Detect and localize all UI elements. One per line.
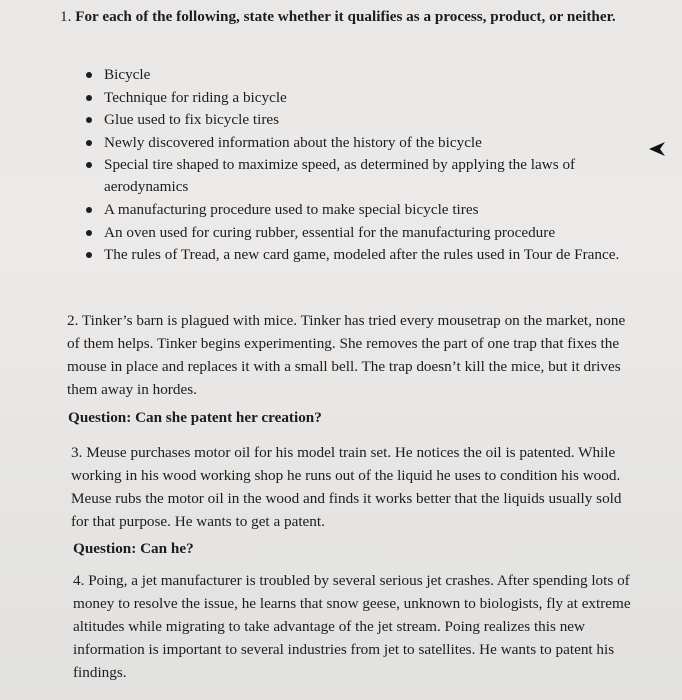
question-1-item-list [84,64,629,267]
list-item: A manufacturing procedure used to make special bicycle tires [84,199,629,221]
question-2-scenario: 2. Tinker’s barn is plagued with mice. Tinker has tried every mousetrap on the market, none of them helps. Tinker begins experimenting. She removes the part of one trap that fixes the mouse in place and replaces it with a small bell. The trap doesn’t kill the mice, but it drives them away in hordes. [67,312,626,398]
question-1-text: For each of the following, state whether it qualifies as a process, product, or neither. [75,8,616,25]
list-item: Special tire shaped to maximize speed, as determined by applying the laws of aerodynamics [84,154,629,198]
list-item: The rules of Tread, a new card game, modeled after the rules used in Tour de France. [84,244,629,266]
pointer-arrow-icon [647,139,667,159]
question-1-prompt [60,6,620,28]
question-2-question: Question: Can she patent her creation? [68,409,322,426]
list-item: Technique for riding a bicycle [84,87,629,109]
list-item: Bicycle [84,64,629,86]
list-item: Newly discovered information about the history of the bicycle [84,132,629,154]
question-4-scenario: 4. Poing, a jet manufacturer is troubled by several serious jet crashes. After spending lots of money to resolve the issue, he learns that snow geese, unknown to biologists, fly at extreme altitudes while migrating to take advantage of the jet stream. Poing realizes this new information is important to several industries from jet to satellites. He wants to patent his findings. [73,572,631,681]
list-item: An oven used for curing rubber, essential for the manufacturing procedure [84,222,629,244]
question-3-question: Question: Can he? [73,540,194,557]
question-1-number: 1. [60,8,72,25]
list-item: Glue used to fix bicycle tires [84,109,629,131]
question-3-scenario: 3. Meuse purchases motor oil for his model train set. He notices the oil is patented. While working in his wood working shop he runs out of the liquid he uses to condition his wood. Meuse rubs the motor oil in the wood and finds it works better that the liquids usually sold for that purpose. He wants to get a patent. [71,444,622,530]
